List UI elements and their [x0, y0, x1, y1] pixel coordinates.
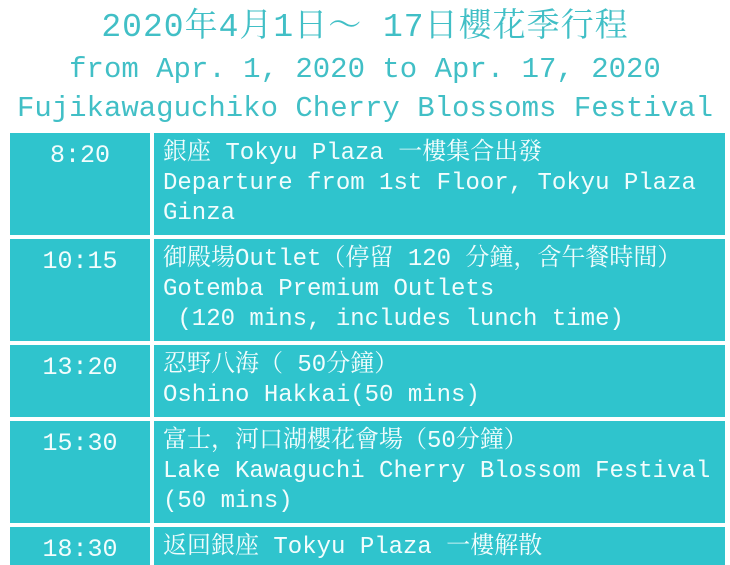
table-row [10, 133, 725, 235]
description-cell [154, 133, 725, 235]
time-cell: 13:20 [10, 345, 150, 417]
schedule-table [10, 133, 725, 565]
description-cell [154, 345, 725, 417]
description-line: 御殿場Outlet（停留 120 分鐘，含午餐時間） [163, 246, 682, 273]
table-row [10, 239, 725, 341]
table-row [10, 345, 725, 417]
description-cell [154, 421, 725, 523]
description-cell [154, 239, 725, 341]
page-header [0, 0, 730, 128]
page-subtitle-festival-name: Fujikawaguchiko Cherry Blossoms Festival [16, 92, 714, 125]
table-row [10, 527, 725, 565]
table-row [10, 421, 725, 523]
description-line: Lake Kawaguchi Cherry Blossom Festival [163, 458, 711, 485]
description-line: 忍野八海（ 50分鐘） [163, 352, 399, 379]
description-line: Ginza [163, 200, 236, 227]
description-cell [154, 527, 725, 565]
page-title: 2020年4月1日～ 17日櫻花季行程 [101, 9, 629, 46]
time-cell: 8:20 [10, 133, 150, 235]
time-cell: 18:30 [10, 527, 150, 565]
description-line: 返回銀座 Tokyu Plaza 一樓解散 [163, 534, 543, 561]
description-line: 富士，河口湖櫻花會場（50分鐘） [163, 428, 528, 455]
time-cell: 10:15 [10, 239, 150, 341]
page-subtitle-dates: from Apr. 1, 2020 to Apr. 17, 2020 [69, 53, 661, 86]
time-cell: 15:30 [10, 421, 150, 523]
description-line: Departure from 1st Floor, Tokyu Plaza [163, 170, 696, 197]
description-line: Oshino Hakkai(50 mins) [163, 382, 480, 409]
description-line: 銀座 Tokyu Plaza 一樓集合出發 [163, 140, 543, 167]
description-line: Gotemba Premium Outlets [163, 276, 495, 303]
description-line: (50 mins) [163, 488, 293, 515]
description-line: (120 mins, includes lunch time) [163, 306, 624, 333]
